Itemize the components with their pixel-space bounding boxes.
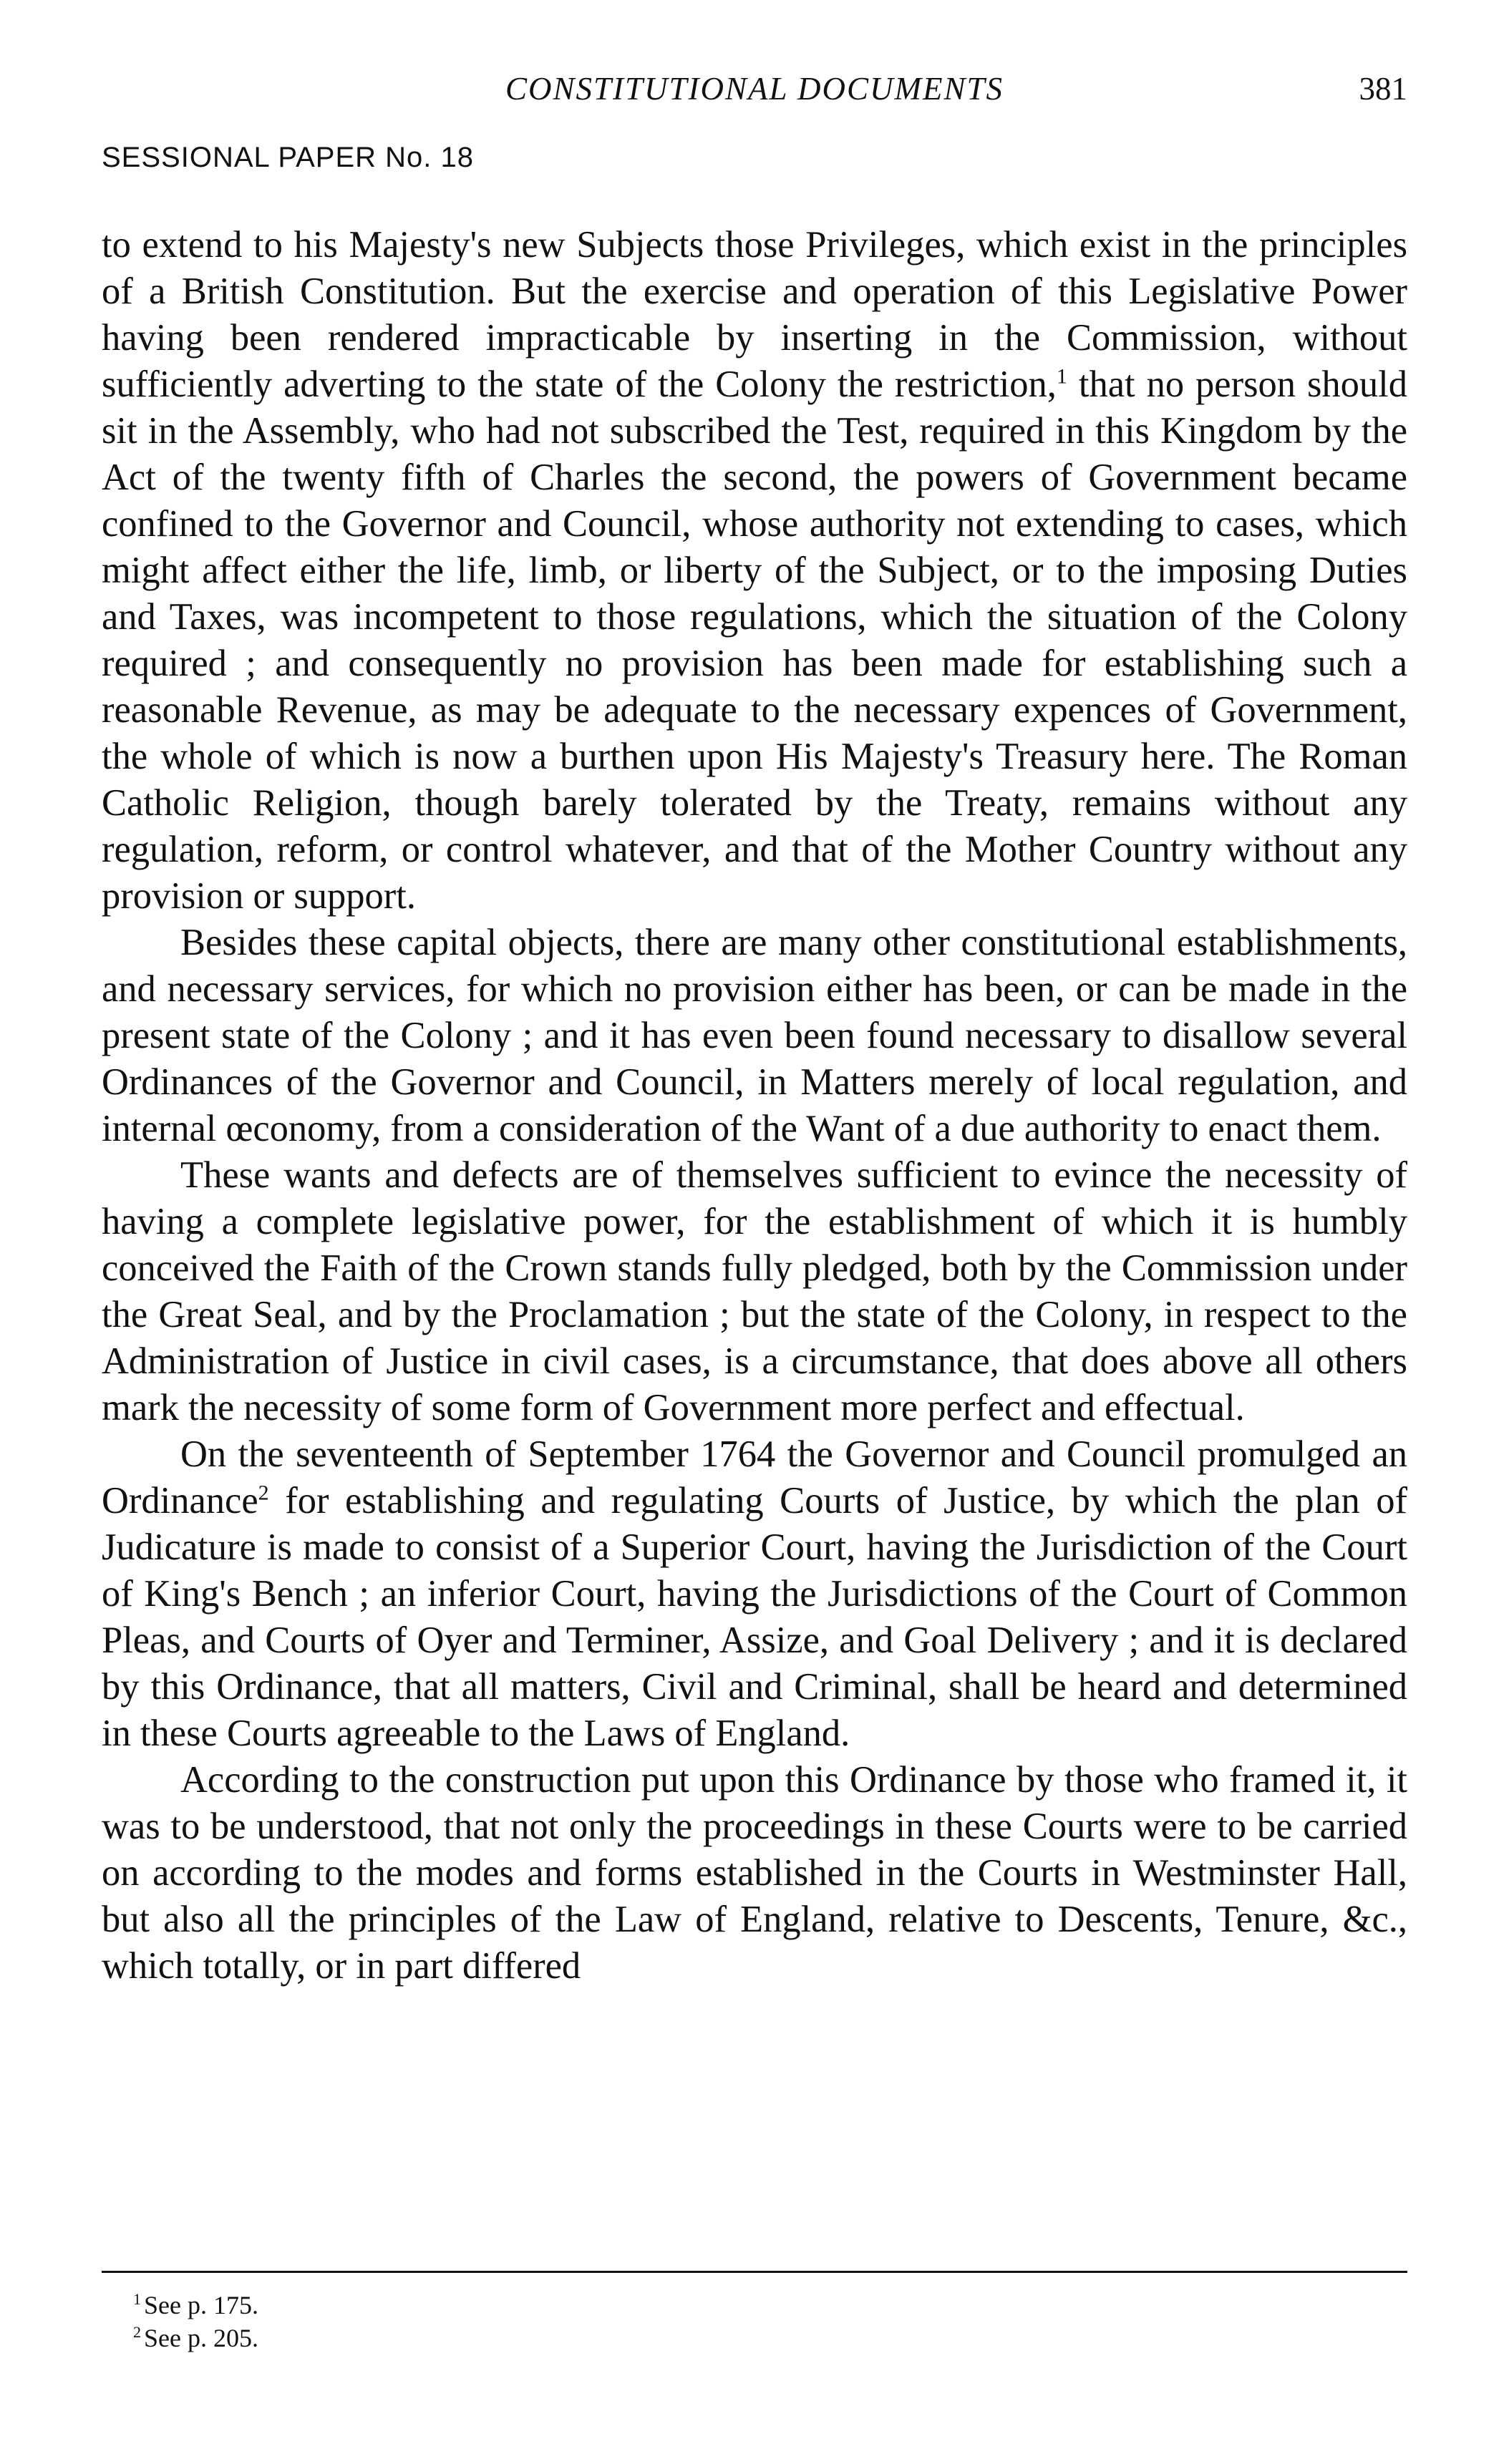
paragraph-2: Besides these capital objects, there are many other constitutional establishments, and necessary services, for which no provision either has been, or can be made in the present state of the Colony ; and it has even been found necessary to disallow several Ordinances of the Governor and Council, in Matters merely of local regulation, and internal œconomy, from a consideration of the Want of a due authority to enact them.: [102, 922, 1407, 1149]
footnote-2-marker: 2: [133, 2323, 141, 2341]
running-title: CONSTITUTIONAL DOCUMENTS: [505, 71, 1004, 107]
footnote-2: [133, 2319, 258, 2352]
paragraph-4-text-b: for establishing and regulating Courts of Justice, by which the plan of Judicature is made to consist of a Superior Court, having the Jurisdiction of the Court of King's Bench ; an inferior Court, having the Jurisdictions of the Court of Common Pleas, and Courts of Oyer and Terminer, Assize, and Goal Delivery ; and it is declared by this Ordinance, that all matters, Civil and Criminal, shall be heard and determined in these Courts agreeable to the Laws of England.: [102, 1480, 1407, 1754]
paragraph-1-text-a: to extend to his Majesty's new Subjects those Privileges, which exist in the principles of a British Constitution. But the exercise and operation of this Legislative Power having been rendered impracticable by inserting in the Commission, without sufficiently adverting to the state of the Colony the restriction,: [102, 224, 1407, 405]
paragraph-1-text-b: that no person should sit in the Assembly, who had not subscribed the Test, required in this Kingdom by the Act of the twenty fifth of Charles the second, the powers of Government became confined to the Governor and Council, whose authority not extending to cases, which might affect either the life, limb, or liberty of the Subject, or to the imposing Duties and Taxes, was incompetent to those regulations, which the situation of the Colony required ; and consequently no provision has been made for establishing such a reasonable Revenue, as may be adequate to the necessary expences of Government, the whole of which is now a burthen upon His Majesty's Treasury here. The Roman Catholic Religion, though barely tolerated by the Treaty, remains without any regulation, reform, or control whatever, and that of the Mother Country without any provision or support.: [102, 364, 1407, 917]
paragraph-3: These wants and defects are of themselves sufficient to evince the necessity of having a complete legislative power, for the establishment of which it is humbly conceived the Faith of the Crown stands fully pledged, both by the Commission under the Great Seal, and by the Proclamation ; but the state of the Colony, in respect to the Administration of Justice in civil cases, is a circumstance, that does above all others mark the necessity of some form of Government more perfect and effectual.: [102, 1154, 1407, 1428]
paragraph-5: According to the construction put upon this Ordinance by those who framed it, it was to be understood, that not only the proceedings in these Courts were to be carried on according to the modes and forms established in the Courts in Westminster Hall, but also all the principles of the Law of England, relative to Descents, Tenure, &c., which totally, or in part differed: [102, 1759, 1407, 1987]
footnote-divider: [102, 2271, 1407, 2273]
running-head: [102, 70, 1407, 113]
footnote-ref-2: 2: [258, 1481, 269, 1505]
footnote-ref-1: 1: [1056, 364, 1067, 389]
page-number: 381: [1359, 71, 1407, 107]
paragraph-4-text-a: On the seventeenth of September 1764 the Governor and Council promulged an Ordinance: [102, 1433, 1407, 1521]
footnotes: [133, 2286, 258, 2352]
footnote-1-marker: 1: [133, 2290, 141, 2308]
footnote-1-text: See p. 175.: [144, 2291, 258, 2319]
footnote-1: [133, 2286, 258, 2319]
footnote-2-text: See p. 205.: [144, 2324, 258, 2352]
body-text: [102, 222, 1407, 1990]
paragraph-1: [102, 222, 1407, 920]
paragraph-4: [102, 1431, 1407, 1757]
sessional-paper-label: SESSIONAL PAPER No. 18: [102, 142, 474, 173]
